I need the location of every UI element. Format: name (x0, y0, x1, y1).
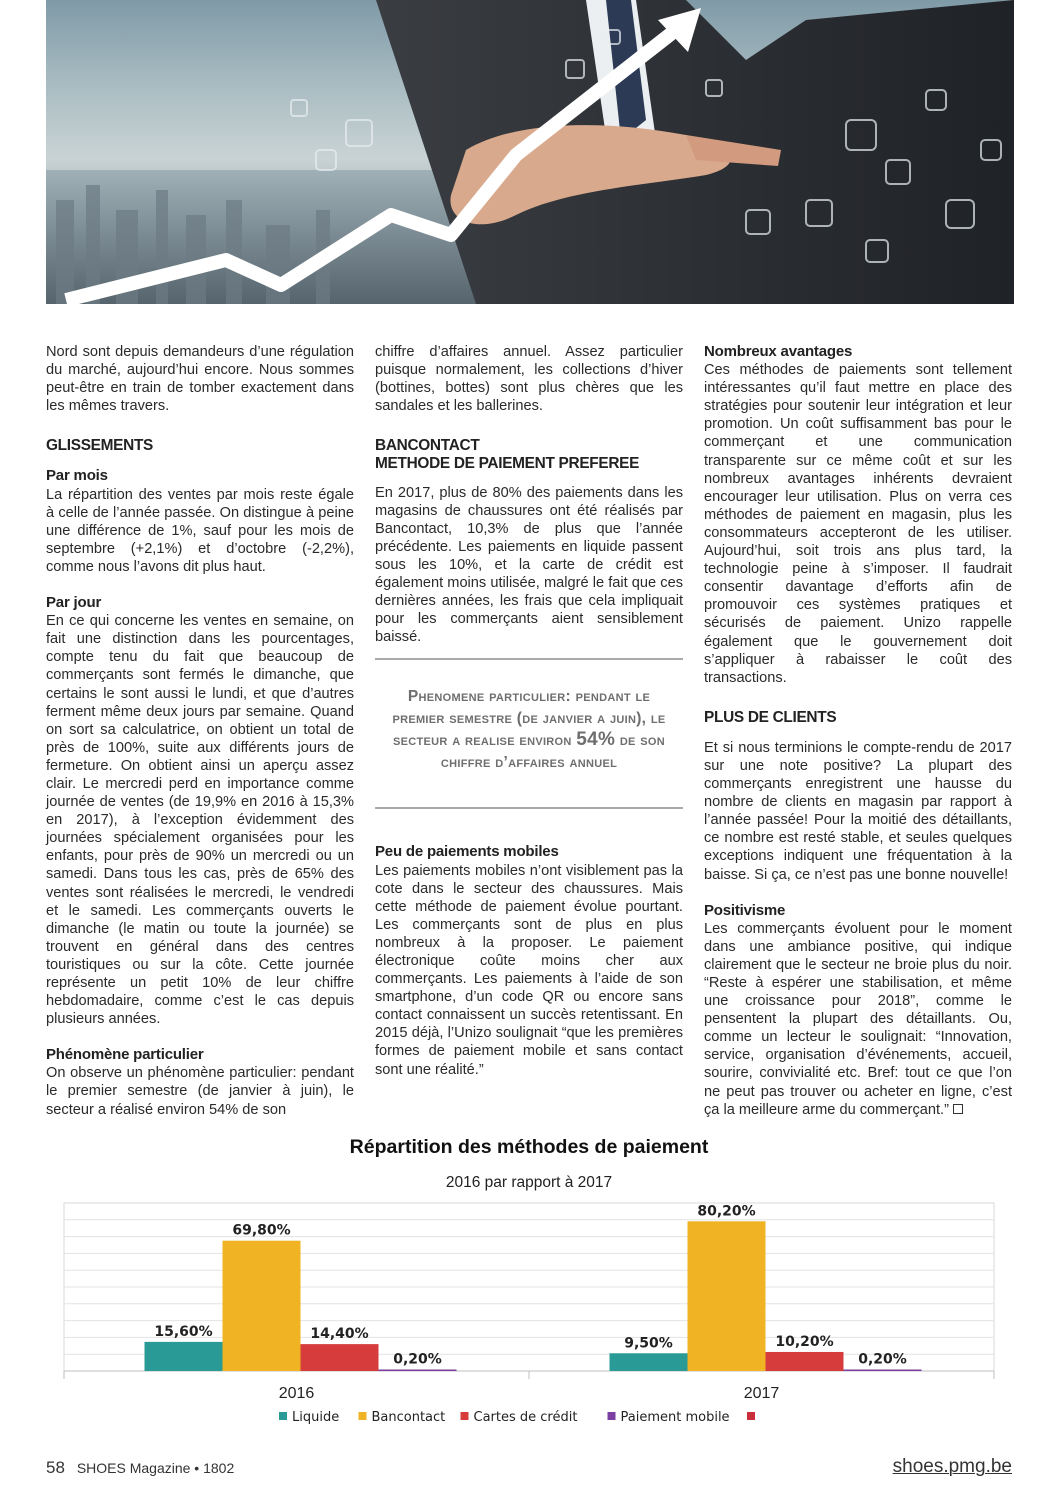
bar (766, 1352, 844, 1371)
data-label: 10,20% (775, 1333, 834, 1350)
legend-swatch (279, 1412, 287, 1420)
column-2 (375, 343, 683, 1079)
paragraph: On observe un phénomène particulier: pendant le premier semestre (de janvier à juin), le secteur a réalisé environ 54% de son (46, 1065, 354, 1118)
subheading: Par jour (46, 594, 102, 612)
data-label: 14,40% (310, 1326, 369, 1343)
data-label: 0,20% (393, 1351, 442, 1368)
bar (145, 1342, 223, 1371)
column-1 (46, 343, 354, 1119)
footer-publication (46, 1458, 234, 1478)
pull-quote-text: Phenomene particulier: pendant le premier semestre (de janvier a juin), le secteur a realise environ (392, 688, 666, 750)
data-label: 80,20% (697, 1203, 756, 1220)
section-heading-line: METHODE DE PAIEMENT PREFEREE (375, 455, 640, 473)
legend-swatch (359, 1412, 367, 1420)
bar (301, 1344, 379, 1371)
paragraph: Ces méthodes de paiements sont tellement intéressantes qu’il faut mettre en place des stratégies pour soutenir leur intégration et leur promotion. Un coût suffisamment bas pour le commerçant et une communication transparente sur ce même coût et sur les nombreux avantages inhérents devraient encourager leur utilisation. Plus on verra ces méthodes de paiement en magasin, plus les consommateurs accepteront de les utiliser. Aujourd’hui, soit trois ans plus tard, la technologie peine à s’imposer. Il faudrait consentir davantage d’efforts afin de promouvoir ces systèmes pratiques et sécurisés de paiement. Unizo rappelle également que le gouvernement doit s’appliquer à rabaisser le coût des transactions. (704, 362, 1012, 686)
paragraph: Et si nous terminions le compte-rendu de 2017 sur une note positive? La plupart des commerçants enregistrent une hausse du nombre de clients en magasin par rapport à l’année passée! Pour la moitié des détaillants, ce nombre est resté stable, et seules quelques exceptions indiquent une fréquentation à la baisse. Si ça, ce n’est pas une bonne nouvelle! (704, 739, 1012, 883)
bar (379, 1370, 457, 1372)
pull-quote-end: de son chiffre d’affaires annuel (440, 732, 666, 771)
subheading: Peu de paiements mobiles (375, 843, 559, 861)
paragraph: En 2017, plus de 80% des paiements dans les magasins de chaussures ont été réalisés par Bancontact, 10,3% de plus que l’année précédente. Les paiements en liquide passent sous les 10%, et la carte de crédit est également moins utilisée, malgré le fait que ces dernières années, les frais que cela impliquait pour les commerçants aient sensiblement baissé. (375, 484, 683, 646)
subheading: Positivisme (704, 901, 786, 919)
subheading: Par mois (46, 467, 108, 485)
paragraph: chiffre d’affaires annuel. Assez particulier puisque normalement, les collections d’hiver (bottines, bottes) sont plus chères que les sandales et les ballerines. (375, 344, 683, 415)
legend-swatch (608, 1412, 616, 1420)
section-heading: GLISSEMENTS (46, 437, 154, 455)
paragraph (704, 920, 1012, 1119)
legend-swatch (461, 1412, 469, 1420)
paragraph: Les paiements mobiles n’ont visiblement pas la cote dans le secteur des chaussures. Mais cette méthode de paiement évolue pourtant. Les commerçants sont de plus en plus nombreux à la proposer. Le paiement électronique coûte moins cher aux commerçants. Les paiements à l’aide de son smartphone, d’un code QR ou encore sans contact connaissent un succès retentissant. En 2015 déjà, l’Unizo soulignait “que les premières formes de paiement mobile et sans contact sont une réalité.” (375, 862, 683, 1078)
hero-illustration (46, 0, 1014, 304)
footer-website-link[interactable]: shoes.pmg.be (892, 1456, 1012, 1477)
bar (610, 1353, 688, 1371)
column-3 (704, 343, 1012, 1119)
page-number: 58 (46, 1458, 65, 1477)
end-of-article-icon (953, 1104, 963, 1114)
x-tick-label: 2017 (743, 1385, 780, 1402)
legend-label: Paiement mobile (620, 1410, 730, 1425)
magazine-issue: SHOES Magazine • 1802 (76, 1460, 235, 1476)
pull-quote (375, 658, 683, 809)
subheading: Phénomène particulier (46, 1046, 204, 1064)
paragraph: Nord sont depuis demandeurs d’une régulation du marché, aujourd’hui encore. Nous sommes peut-être en train de tomber exactement dans les mêmes travers. (46, 344, 354, 415)
legend-label: Liquide (292, 1410, 340, 1425)
legend-swatch (747, 1412, 755, 1420)
chart-title: Répartition des méthodes de paiement (349, 1136, 709, 1158)
data-label: 0,20% (858, 1351, 907, 1368)
legend-label: Bancontact (371, 1410, 446, 1425)
data-label: 9,50% (624, 1335, 673, 1352)
paragraph: En ce qui concerne les ventes en semaine, on fait une distinction dans les pourcentages, compte tenu du fait que beaucoup de commerçants sont fermés le dimanche, que certains le sont aussi le lundi, et que d’autres ferment même deux jours par semaine. Quand on sort sa calculatrice, on obtient un total de près de 100%, suite aux différents jours de fermeture. On obtient ainsi un aperçu assez clair. Le mercredi perd en importance comme journée de ventes (de 19,9% en 2016 à 15,3% en 2017), à l’exception évidemment des journées spécialement organisées pour les enfants, pour près de 90% un mercredi ou un samedi. Dans tous les cas, près de 65% des ventes sont réalisées le mercredi, le vendredi et le samedi. Les commerçants ouverts le dimanche (le matin ou toute la journée) se trouvent en général dans des centres touristiques ou sur la côte. Cette journée représente un petit 10% de leur chiffre hebdomadaire, comme c’est le cas depuis plusieurs années. (46, 613, 354, 1028)
subheading: Nombreux avantages (704, 343, 853, 360)
chart-subtitle: 2016 par rapport à 2017 (445, 1174, 613, 1191)
paragraph-text: Les commerçants évoluent pour le moment dans une ambiance positive, qui indique clairement que le secteur ne broie plus du noir. “Reste à espérer une stabilisation, et même une croissance pour 2018”, comme le pensentent la plupart des détaillants. Ou, comme un lecteur le soulignait: “Innovation, service, organisation d’événements, accueil, sourire, convivialité etc. Bref: tout ce que l’on ne peut pas trouver ou acheter en ligne, c’est ça la meilleure arme du commerçant.” (704, 920, 1012, 1118)
hero-image (46, 0, 1014, 304)
legend-label: Cartes de crédit (473, 1410, 578, 1425)
pull-quote-highlight: 54% (576, 729, 616, 751)
paragraph: La répartition des ventes par mois reste égale à celle de l’année passée. On distingue à peine une différence de 1%, sauf pour les mois de septembre (+2,1%) et d’octobre (-2,2%), comme nous l’avons dit plus haut. (46, 486, 354, 575)
bar (223, 1241, 301, 1371)
data-label: 15,60% (154, 1323, 213, 1340)
x-tick-label: 2016 (278, 1385, 315, 1402)
bar (844, 1370, 922, 1372)
bar (688, 1221, 766, 1371)
data-label: 69,80% (232, 1222, 291, 1239)
section-heading: PLUS DE CLIENTS (704, 708, 837, 726)
plot-area-frame (64, 1203, 994, 1371)
section-heading-line: BANCONTACT (375, 437, 480, 455)
